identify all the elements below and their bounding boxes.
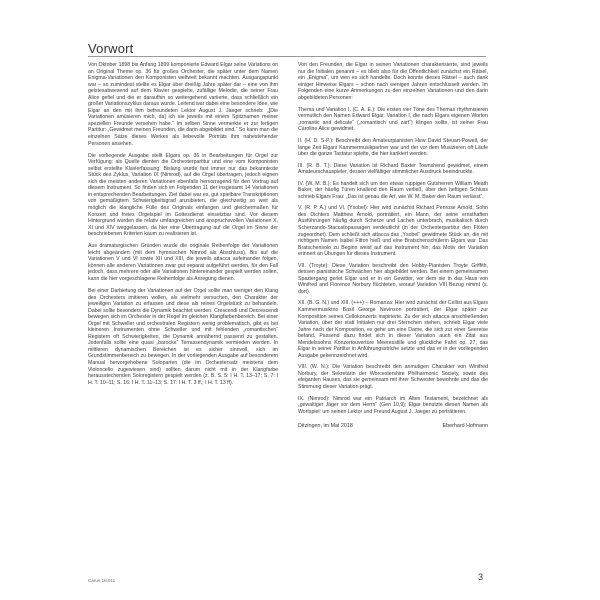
- paragraph: Von Oktober 1898 bis Anfang 1899 komponierte Edward Elgar seine Variations on an Original Theme op. 36 für großes Orchester, die später unter dem Namen Enigma-Variationen den Komponisten weltweit bekannt machten. Ausgangspunkt war – so zumindest stellte es Elgar über dreißig Jahre später dar – eine von ihm geistesabwesend auf dem Klavier gespielte, zufällige Melodie, die seiner Frau Alice gefiel und die er daraufhin so weitergehend variierte, dass schließlich ein großer Variationszyklus daraus wurde. Leitend war dabei eine besondere Idee, wie Elgar an den mit ihm befreundeten Lektor August J. Jaeger schrieb: „[Die Variationen amüsieren mich, da] ich sie jeweils mit einem Spitznamen meiner speziellen Freunde versehen habe.“ Im selben Sinne vermerkte er zur fertigen Partitur: „Gewidmet meinen Freunden, die darin abgebildet sind.“ So kann man die einzelnen Sätze dieses Werkes als liebevolle Porträts ihm nahestehender Personen ansehen.: [88, 62, 278, 147]
- variation-note: VIII. (W. N.): Die Variation beschreibt den anmutigen Charakter von Winifred Norbury, der Sekretärin der Worcestershire Philharmonic Society, sowie des eleganten Hauses, das sie gemeinsam mit ihrer Schwester bewohnte und das die Stimmung dieser Variation prägt.: [298, 364, 488, 391]
- title-divider: [88, 56, 486, 57]
- variation-note: III. (R. B. T.): Diese Variation ist Richard Baxter Townshend gewidmet, einem Amateurschauspieler, dessen vielfältiger stimmlicher Ausdruck beeindruckte.: [298, 162, 488, 176]
- paragraph: Von den Freunden, die Elgar in seinen Variationen charakterisierte, sind jeweils nur die Initialen genannt – es blieb also für die Öffentlichkeit zunächst ein Rätsel, ein „Enigma“, um wen es sich handelte. Doch konnte dieses Rätsel – auch dank einiger Hinweise Elgars – schon nach wenigen Jahren entschlüsselt werden. Im Folgenden eine kurze Anmerkungen zu den einzelnen Variationen und den darin abgebildeten Personen:: [298, 62, 488, 101]
- page-number: 3: [478, 572, 484, 582]
- left-column: [88, 62, 278, 392]
- author-name: Eberhard Hofmann: [442, 423, 488, 430]
- variation-note: XII. (B. G. N.) und XIII. (+++) – Romanza: Hier wird zunächst der Cellist aus Elgars Kammermusiktrio Basil George Nevinson porträtiert, der Elgar später zur Komposition seines Cellokonzerts inspirierte. Zu der sich attacca anschließenden Variation, über der statt Initialen nur drei Sternchen stehen, schrieb Elgar viele Jahre nach der Komposition, es gehe um eine Dame, die sich zur einer Seereise befand. Passend dazu findet sich in dieser Variation auch ein Zitat aus Mendelssohns Konzertouvertüre Meeresstille und glückliche Fahrt op. 27, das Elgar in seiner Partitur in Anführungsstriche setzte und das er in der vorliegenden Ausgabe gekennzeichnet wird.: [298, 300, 488, 359]
- catalog-number: Carus 18.011: [88, 578, 116, 583]
- variation-note: V. (R. P. A.) und VI. (Ysobel): Hier wird zunächst Richard Penrose Arnold, Sohn des Dichters Matthew Arnold, porträtiert, ein Mann, der seine ernsthaften Ausführungen häufig durch Scherze und Lachen unterbrach, musikalisch durch Scherzando-Staccatopassagen verdeutlicht (in der Orchesterpartitur den Flöten zugeordnet). Dem schließt sich attacca das „Ysobel“ gewidmete Stück an, die mit richtigem Namen Isabel Fitton hieß und eine Bratschenschülerin Elgars war. Das Bratschensolo zu Beginn weist auf das Instrument hin; das Motiv der Variation erinnert an Übungen für dieses Instrument.: [298, 205, 488, 258]
- variation-note: IV. (W. M. B.): Es handelt sich um den etwas ruppigen Gutsherren William Meath Baker, der häufig Türen knallend den Raum verließ, über den heftigen Schluss schrieb Elgars Frau: „Das ist genau die Art, wie W. M. Baker den Raum verlässt“.: [298, 180, 488, 200]
- page-title: Vorwort: [88, 40, 134, 56]
- variation-note: Thema und Variation I. (C. A. E.): Die ersten vier Töne des Themas rhythmisieren vermutlich den Namen Edward Elgar. Variation I, die nach Elgars eigenen Worten „romantic and delicate“ („romantisch und zart“) klingen sollte, ist seiner Frau Caroline Alice gewidmet.: [298, 106, 488, 133]
- variation-note: II. (H. D. S-P.): Beschreibt den Amateurpianisten Hew David Steuart-Powell, der lange Zeit Elgars Kammermusikpartner war und der vor dem Musizieren oft Läufe über die ganze Tastatur spielte, die hier karikiert werden.: [298, 137, 488, 158]
- place-date: Ditzingen, im Mai 2018: [298, 423, 353, 430]
- right-column: [298, 62, 488, 430]
- paragraph: Die vorliegende Ausgabe stellt Elgars op. 36 in Bearbeitungen für Orgel zur Verfügung: als Quelle dienten die Orchesterpartitur und eine vom Komponisten selbst erstellte Klavierfassung. Bislang wurde fast immer nur das bekannteste Stück des Zyklus, Variation IX (Nimrod), auf die Orgel übertragen, jedoch eignen sich die meisten anderen Variationen ebenfalls hervorragend für den Vortrag auf diesem Instrument. So finden sich im Folgenden 11 der insgesamt 14 Variationen in entsprechenden Bearbeitungen. Ziel dabei war es, gut spielbare Transkriptionen von gemäßigtem Schwierigkeitsgrad anzubieten, die gleichzeitig so weit als möglich die klangliche Fülle des Originals einfangen und gleichermaßen für Konzert und freies Orgelspiel im Gottesdienst einsetzbar sind. Vor diesem Hintergrund wurden die relativ umfangreichen und anspruchsvollen Variationen X, XI und XIV weggelassen, da hier eine Übertragung auf die Orgel im Sinne der beschriebenen Kriterien kaum zu realisieren ist.: [88, 152, 278, 238]
- variation-note: VII. (Troyte): Diese Variation beschreibt den Hobby-Pianisten Troyte Griffith, dessen pianistische Schwächen hier abgebildet werden. Bei einem gemeinsamen Spaziergang geriet Elgar und er in ein Gewitter, vor dem sie in das Haus von Winifred and Florence Norbury flüchteten, worauf Variation VIII Bezug nimmt (s. dort).: [298, 262, 488, 295]
- variation-note: IX. (Nimrod): Nimrod war ein Patriarch im Alten Testament, bezeichnet als „gewaltiger Jäger vor dem Herrn“ (Gen 10,9); Elgar benutzte diesen Namen als Wortspiel: um seinen Lektor und Freund August J. Jaeger zu porträtieren.: [298, 395, 488, 415]
- paragraph: Bei einer Darbietung der Variationen auf der Orgel sollte man weniger den Klang des Orchesters imitieren wollen, als vielmehr versuchen, den Charakter der jeweiligen Variation zu erfassen und diese als reines Orgelstück zu behandeln. Dabei sollte besonders die Dynamik beachtet werden. Crescendi und Decrescendi bewegen sich im Orchester in der Regel im gleichen Klangfarbenbereich. Bei einer Orgel mit Schweller und orchestralen Registern wenig problematisch, gibt es bei kleineren Instrumenten ohne Schweller und mit fehlenden „romantischen“ Registern oft Schwierigkeiten, die Dynamik annähernd passend zu gestalten. Jedenfalls sollte eine quasi „barocke“ Terrassendynamik vermieden werden. In mittleren dynamischen Bereichen ist es sicher sinnvoll, sich im Grundstimmenbereich zu bewegen. In der vorliegenden Ausgabe auf besonderem Manual hervorgehobene Soloparten (die im Orchestersatz meistens dem Violoncello zugewiesen sind) sollten darum nicht mit in der Klangfarbe herausstechenden Soloregistern gespielt werden (z. B. S. 5: I H. T. 13–17; S. 7: I H. T. 10–11; S. 16: I H. T. 11–13; S. 17: I H. T. 3 ff.; I H. T. 13 ff).: [88, 288, 278, 386]
- signature-line: [298, 423, 488, 430]
- paragraph: Aus dramaturgischen Gründen wurde die originale Reihenfolge der Variationen leicht abgeändert (mit dem hymnischen Nimrod als Abschluss). Bis auf die Variationen V und VI sowie XII und XIII, die jeweils attacca aufeinander folgen, können alle anderen Variationen zwar gut separat aufgeführt werden, für den Fall jedoch, dass mehrere oder alle Variationen hintereinander gespielt werden sollen, kann die hier vorgeschlagene Reihenfolge als Anregung dienen.: [88, 243, 278, 282]
